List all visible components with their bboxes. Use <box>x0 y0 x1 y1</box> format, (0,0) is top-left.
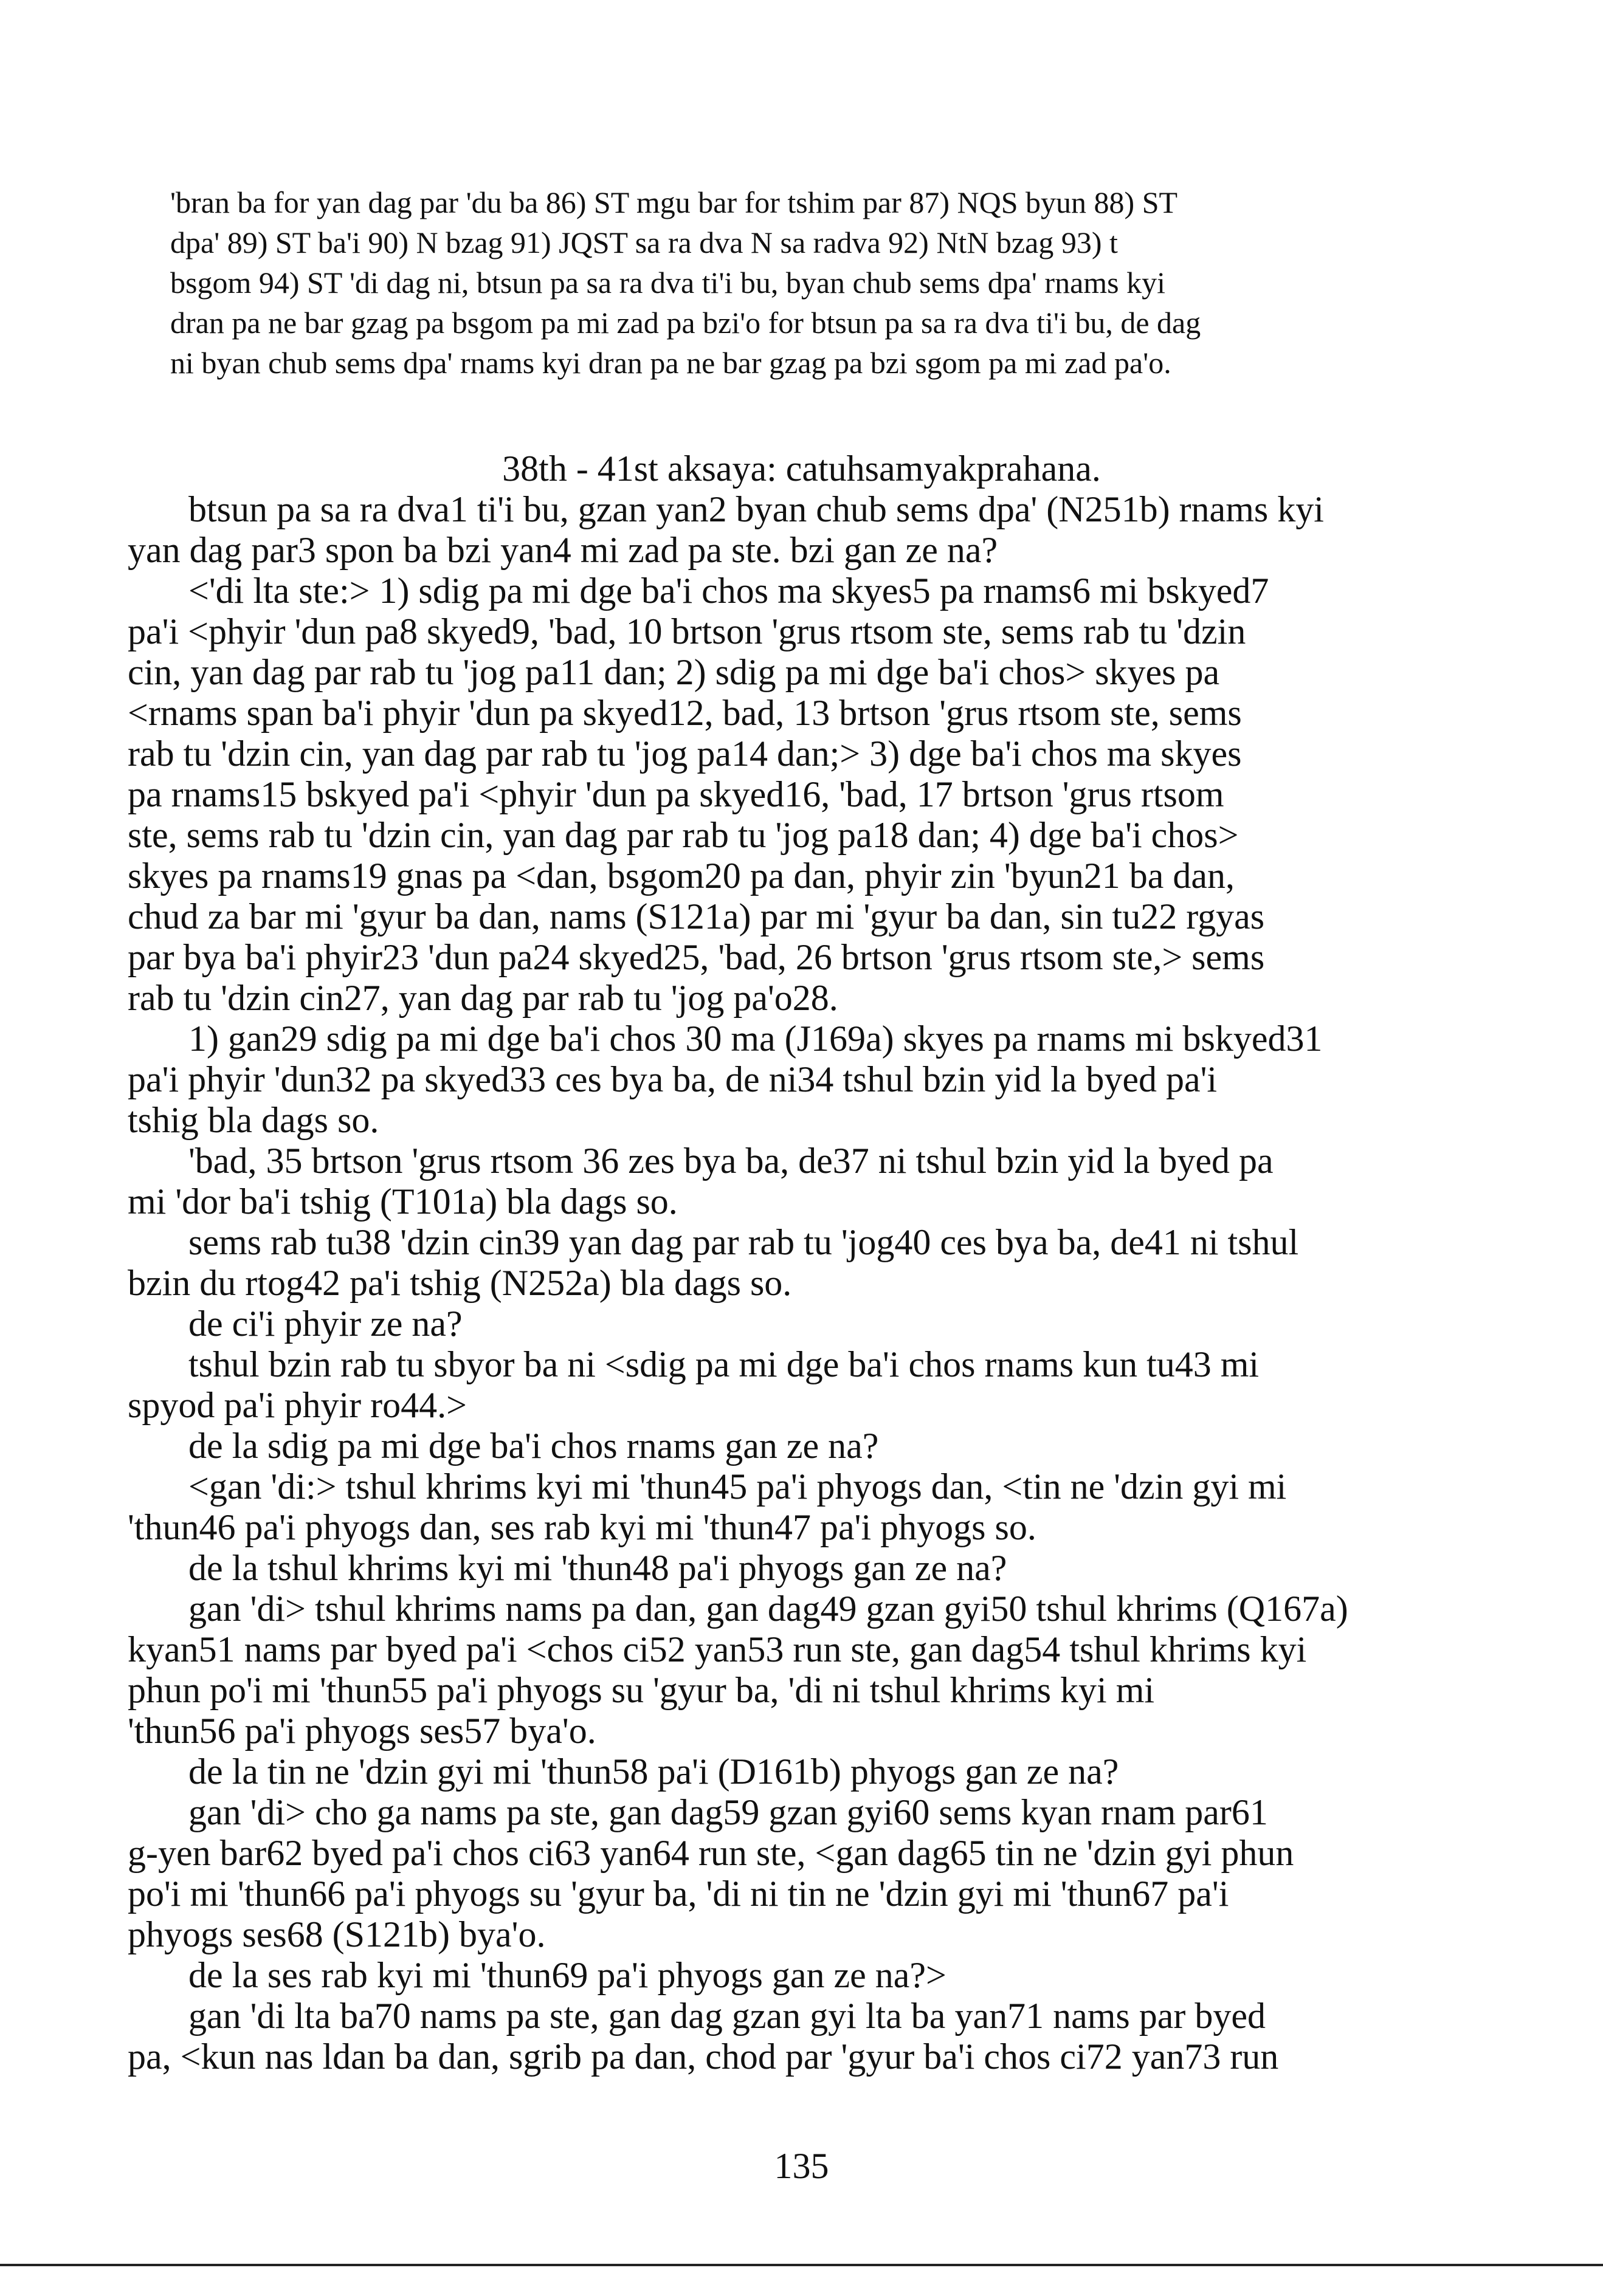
body-line: 'thun46 pa'i phyogs dan, ses rab kyi mi 'thun47 pa'i phyogs so. <box>128 1507 1036 1547</box>
body-line: rab tu 'dzin cin27, yan dag par rab tu 'jog pa'o28. <box>128 978 838 1018</box>
body-line: phyogs ses68 (S121b) bya'o. <box>128 1914 546 1954</box>
section-heading: 38th - 41st aksaya: catuhsamyakprahana. <box>502 449 1101 489</box>
body-line: g-yen bar62 byed pa'i chos ci63 yan64 run ste, <gan dag65 tin ne 'dzin gyi phun <box>128 1833 1294 1873</box>
footnote-line: dran pa ne bar gzag pa bsgom pa mi zad pa bzi'o for btsun pa sa ra dva ti'i bu, de dag <box>170 306 1201 340</box>
body-line: par bya ba'i phyir23 'dun pa24 skyed25, 'bad, 26 brtson 'grus rtsom ste,> sems <box>128 937 1265 977</box>
footnote-line: ni byan chub sems dpa' rnams kyi dran pa ne bar gzag pa bzi sgom pa mi zad pa'o. <box>170 346 1171 380</box>
body-line: skyes pa rnams19 gnas pa <dan, bsgom20 pa dan, phyir zin 'byun21 ba dan, <box>128 856 1235 896</box>
footnote-line: dpa' 89) ST ba'i 90) N bzag 91) JQST sa ra dva N sa radva 92) NtN bzag 93) t <box>170 225 1118 260</box>
body-text <box>128 489 1441 2077</box>
body-line: gan 'di lta ba70 nams pa ste, gan dag gzan gyi lta ba yan71 nams par byed <box>188 1996 1266 2036</box>
body-line: mi 'dor ba'i tshig (T101a) bla dags so. <box>128 1181 678 1222</box>
body-line: rab tu 'dzin cin, yan dag par rab tu 'jog pa14 dan;> 3) dge ba'i chos ma skyes <box>128 734 1242 774</box>
body-line: ste, sems rab tu 'dzin cin, yan dag par rab tu 'jog pa18 dan; 4) dge ba'i chos> <box>128 815 1239 855</box>
footnote-line: bsgom 94) ST 'di dag ni, btsun pa sa ra dva ti'i bu, byan chub sems dpa' rnams kyi <box>170 266 1166 300</box>
body-line: pa'i <phyir 'dun pa8 skyed9, 'bad, 10 brtson 'grus rtsom ste, sems rab tu 'dzin <box>128 611 1246 651</box>
body-line: de la ses rab kyi mi 'thun69 pa'i phyogs gan ze na?> <box>188 1955 946 1995</box>
page-number: 135 <box>774 2146 829 2186</box>
body-line: kyan51 nams par byed pa'i <chos ci52 yan53 run ste, gan dag54 tshul khrims kyi <box>128 1629 1307 1669</box>
body-line: yan dag par3 spon ba bzi yan4 mi zad pa ste. bzi gan ze na? <box>128 530 998 570</box>
body-line: gan 'di> cho ga nams pa ste, gan dag59 gzan gyi60 sems kyan rnam par61 <box>188 1792 1268 1832</box>
body-line: po'i mi 'thun66 pa'i phyogs su 'gyur ba, 'di ni tin ne 'dzin gyi mi 'thun67 pa'i <box>128 1874 1229 1914</box>
body-line: gan 'di> tshul khrims nams pa dan, gan dag49 gzan gyi50 tshul khrims (Q167a) <box>188 1589 1348 1629</box>
body-line: pa rnams15 bskyed pa'i <phyir 'dun pa skyed16, 'bad, 17 brtson 'grus rtsom <box>128 774 1224 814</box>
body-line: de la tshul khrims kyi mi 'thun48 pa'i phyogs gan ze na? <box>188 1548 1007 1588</box>
body-line: 'thun56 pa'i phyogs ses57 bya'o. <box>128 1711 596 1751</box>
body-line: pa'i phyir 'dun32 pa skyed33 ces bya ba, de ni34 tshul bzin yid la byed pa'i <box>128 1059 1218 1099</box>
body-line: de ci'i phyir ze na? <box>188 1304 463 1344</box>
body-line: <'di lta ste:> 1) sdig pa mi dge ba'i chos ma skyes5 pa rnams6 mi bskyed7 <box>188 571 1269 611</box>
body-line: spyod pa'i phyir ro44.> <box>128 1385 467 1425</box>
bottom-rule <box>0 2264 1603 2266</box>
body-line: bzin du rtog42 pa'i tshig (N252a) bla dags so. <box>128 1263 792 1303</box>
body-line: tshig bla dags so. <box>128 1100 379 1140</box>
body-line: tshul bzin rab tu sbyor ba ni <sdig pa mi dge ba'i chos rnams kun tu43 mi <box>188 1344 1260 1384</box>
body-line: 'bad, 35 brtson 'grus rtsom 36 zes bya ba, de37 ni tshul bzin yid la byed pa <box>188 1141 1274 1181</box>
body-line: cin, yan dag par rab tu 'jog pa11 dan; 2) sdig pa mi dge ba'i chos> skyes pa <box>128 652 1220 692</box>
body-line: de la sdig pa mi dge ba'i chos rnams gan ze na? <box>188 1426 879 1466</box>
body-line: <gan 'di:> tshul khrims kyi mi 'thun45 pa'i phyogs dan, <tin ne 'dzin gyi mi <box>188 1466 1287 1507</box>
footnotes-block <box>170 182 1386 383</box>
body-line: phun po'i mi 'thun55 pa'i phyogs su 'gyur ba, 'di ni tshul khrims kyi mi <box>128 1670 1155 1710</box>
body-line: 1) gan29 sdig pa mi dge ba'i chos 30 ma (J169a) skyes pa rnams mi bskyed31 <box>188 1019 1323 1059</box>
body-line: chud za bar mi 'gyur ba dan, nams (S121a) par mi 'gyur ba dan, sin tu22 rgyas <box>128 896 1265 937</box>
body-line: pa, <kun nas ldan ba dan, sgrib pa dan, chod par 'gyur ba'i chos ci72 yan73 run <box>128 2036 1279 2077</box>
body-line: sems rab tu38 'dzin cin39 yan dag par rab tu 'jog40 ces bya ba, de41 ni tshul <box>188 1222 1299 1262</box>
body-line: de la tin ne 'dzin gyi mi 'thun58 pa'i (D161b) phyogs gan ze na? <box>188 1751 1119 1792</box>
footnote-line: 'bran ba for yan dag par 'du ba 86) ST mgu bar for tshim par 87) NQS byun 88) ST <box>170 185 1178 219</box>
body-line: <rnams span ba'i phyir 'dun pa skyed12, bad, 13 brtson 'grus rtsom ste, sems <box>128 693 1242 733</box>
body-line: btsun pa sa ra dva1 ti'i bu, gzan yan2 byan chub sems dpa' (N251b) rnams kyi <box>188 489 1324 529</box>
